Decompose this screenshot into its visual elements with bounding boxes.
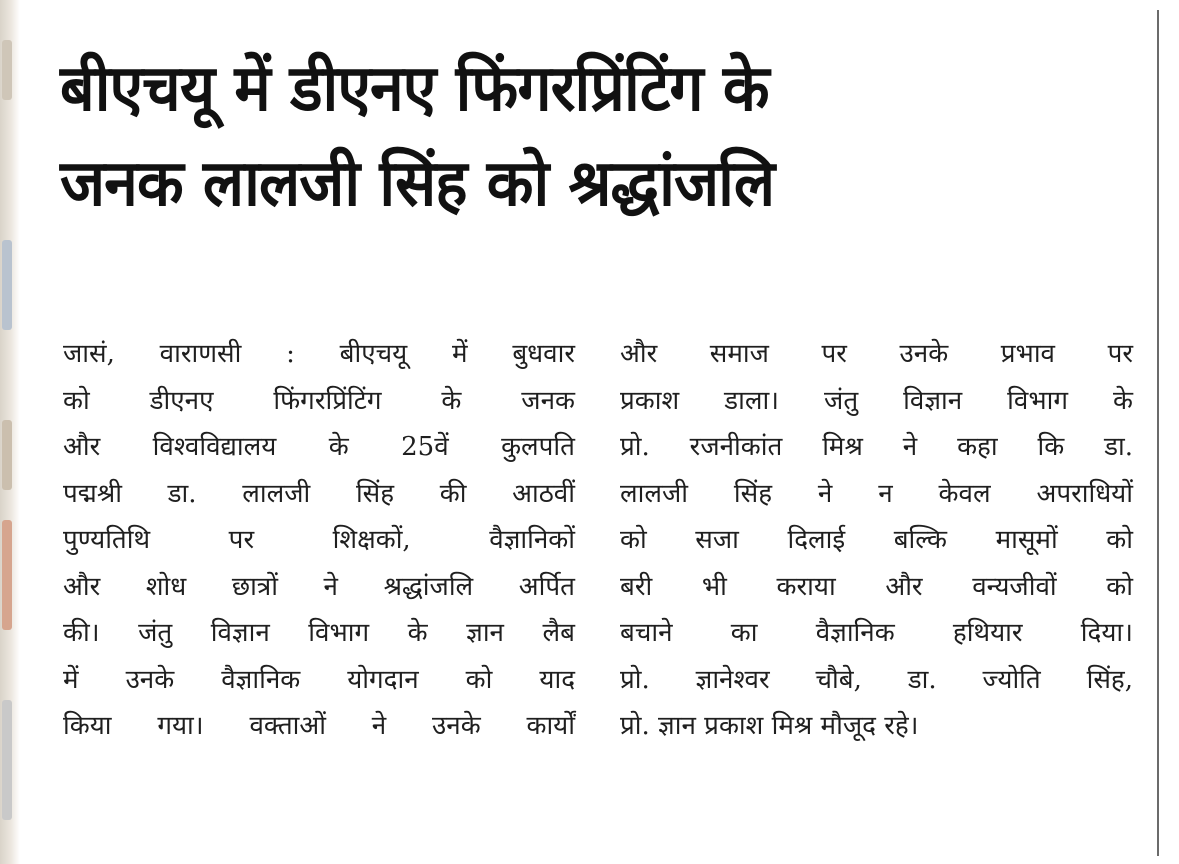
article-line: और समाज पर उनके प्रभाव पर bbox=[620, 339, 1133, 369]
headline bbox=[60, 42, 1086, 232]
article-line: पद्मश्री डा. लालजी सिंह की आठवीं bbox=[63, 478, 575, 509]
article-line: में उनके वैज्ञानिक योगदान को याद bbox=[63, 664, 575, 695]
article-line: प्रकाश डाला। जंतु विज्ञान विभाग के bbox=[620, 385, 1133, 416]
article-line: लालजी सिंह ने न केवल अपराधियों bbox=[620, 478, 1133, 509]
article-line: किया गया। वक्ताओं ने उनके कार्यों bbox=[63, 711, 575, 741]
article-line: की। जंतु विज्ञान विभाग के ज्ञान लैब bbox=[63, 618, 575, 648]
article-column-2 bbox=[620, 331, 1133, 750]
article-line: प्रो. ज्ञानेश्वर चौबे, डा. ज्योति सिंह, bbox=[620, 664, 1133, 695]
article-line: को डीएनए फिंगरप्रिंटिंग के जनक bbox=[63, 385, 575, 416]
article-line: प्रो. ज्ञान प्रकाश मिश्र मौजूद रहे। bbox=[620, 711, 919, 741]
column-divider-rule bbox=[1157, 10, 1159, 856]
article-line: प्रो. रजनीकांत मिश्र ने कहा कि डा. bbox=[620, 432, 1133, 462]
edge-mark bbox=[2, 700, 12, 820]
edge-mark bbox=[2, 520, 12, 630]
adjacent-clipping-edge bbox=[0, 0, 20, 864]
article-column-1 bbox=[63, 331, 575, 750]
headline-line-2: जनक लालजी सिंह को श्रद्धांजलि bbox=[60, 147, 775, 221]
edge-mark bbox=[2, 40, 12, 100]
edge-mark bbox=[2, 420, 12, 490]
article-line: को सजा दिलाई बल्कि मासूमों को bbox=[620, 525, 1133, 555]
article-line: पुण्यतिथि पर शिक्षकों, वैज्ञानिकों bbox=[63, 525, 575, 555]
article-line: जासं, वाराणसी : बीएचयू में बुधवार bbox=[63, 339, 575, 369]
article-line: और शोध छात्रों ने श्रद्धांजलि अर्पित bbox=[63, 571, 575, 602]
article-line: और विश्वविद्यालय के 25वें कुलपति bbox=[63, 432, 575, 462]
article-line: बचाने का वैज्ञानिक हथियार दिया। bbox=[620, 618, 1133, 648]
edge-mark bbox=[2, 240, 12, 330]
headline-line-1: बीएचयू में डीएनए फिंगरप्रिंटिंग के bbox=[60, 52, 769, 126]
article-line: बरी भी कराया और वन्यजीवों को bbox=[620, 571, 1133, 602]
